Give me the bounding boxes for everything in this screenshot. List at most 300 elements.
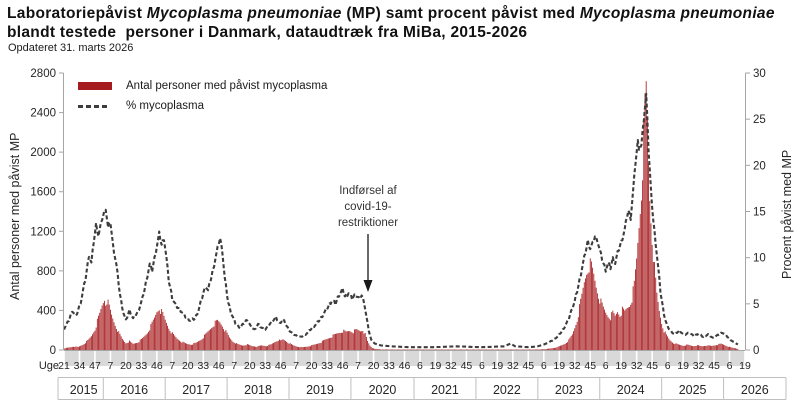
weekly-case-bar [418,350,419,351]
weekly-case-bar [327,339,328,350]
annotation-line: covid-19- [344,201,392,213]
weekly-case-bar [222,327,223,350]
weekly-case-bar [197,342,198,350]
weekly-case-bar [147,333,148,350]
weekly-case-bar [266,346,267,350]
weekly-case-bar [573,331,574,350]
weekly-case-bar [392,350,393,351]
weekly-case-bar [592,268,593,350]
weekly-case-bar [331,338,332,350]
weekly-case-bar [465,350,466,351]
week-tick-label: 32 [506,360,519,372]
weekly-case-bar [690,345,691,350]
weekly-case-bar [558,347,559,350]
weekly-case-bar [676,343,677,350]
weekly-case-bar [384,349,385,350]
weekly-case-bar [180,342,181,350]
weekly-case-bar [658,302,659,350]
weekly-case-bar [570,338,571,350]
weekly-case-bar [480,350,481,351]
weekly-case-bar [230,339,231,350]
weekly-case-bar [565,344,566,350]
weekly-case-bar [97,319,98,350]
weekly-case-bar [423,350,424,351]
title-seg: (MP) samt procent påvist med [341,5,580,22]
weekly-case-bar [80,346,81,350]
weekly-case-bar [318,343,319,350]
weekly-case-bar [445,350,446,351]
weekly-case-bar [248,345,249,350]
weekly-case-bar [428,350,429,351]
weekly-case-bar [92,334,93,350]
weekly-case-bar [287,343,288,350]
weekly-case-bar [670,340,671,350]
weekly-case-bar [236,343,237,350]
weekly-case-bar [283,339,284,350]
weekly-case-bar [192,345,193,350]
weekly-case-bar [139,342,140,350]
weekly-case-bar [631,303,632,350]
weekly-case-bar [321,343,322,350]
weekly-case-bar [362,331,363,350]
weekly-case-bar [310,346,311,350]
weekly-case-bar [95,331,96,350]
weekly-case-bar [330,338,331,350]
weekly-case-bar [378,349,379,350]
year-label: 2023 [554,383,583,397]
weekly-case-bar [654,262,655,350]
weekly-case-bar [143,337,144,350]
weekly-case-bar [233,342,234,350]
weekly-case-bar [615,316,616,350]
weekly-case-bar [472,350,473,351]
weekly-case-bar [402,350,403,351]
weekly-case-bar [427,350,428,351]
weekly-case-bar [568,339,569,350]
weekly-case-bar [543,349,544,350]
week-tick-label: 19 [553,360,566,372]
weekly-case-bar [678,344,679,350]
weekly-case-bar [495,350,496,351]
weekly-case-bar [579,304,580,350]
weekly-case-bar [533,350,534,351]
weekly-case-bar [702,346,703,350]
weekly-case-bar [189,344,190,350]
week-tick-label: 45 [646,360,658,372]
weekly-case-bar [74,347,75,350]
weekly-case-bar [433,350,434,351]
weekly-case-bar [535,350,536,351]
weekly-case-bar [286,342,287,350]
weekly-case-bar [256,347,257,350]
weekly-case-bar [735,348,736,350]
right-tick-label: 15 [753,206,766,219]
weekly-case-bar [261,345,262,350]
weekly-case-bar [235,344,236,350]
weekly-case-bar [512,350,513,351]
weekly-case-bar [668,338,669,350]
weekly-case-bar [618,314,619,350]
weekly-case-bar [128,343,129,350]
weekly-case-bar [67,348,68,350]
weekly-case-bar [253,346,254,350]
dashed-line-swatch [78,105,110,108]
weekly-case-bar [656,293,657,350]
weekly-case-bar [291,344,292,350]
weekly-case-bar [368,343,369,350]
weekly-case-bar [689,345,690,350]
weekly-case-bar [397,350,398,351]
weekly-case-bar [514,350,515,351]
weekly-case-bar [415,350,416,351]
weekly-case-bar [416,350,417,351]
weekly-case-bar [697,345,698,350]
weekly-case-bar [693,346,694,350]
week-tick-label: 20 [367,360,380,372]
weekly-case-bar [365,333,366,350]
weekly-case-bar [117,332,118,350]
weekly-case-bar [98,316,99,350]
weekly-case-bar [614,313,615,350]
weekly-case-bar [723,345,724,350]
weekly-case-bar [68,347,69,350]
legend [78,76,327,116]
weekly-case-bar [386,349,387,350]
title-species-italic: Mycoplasma pneumoniae [579,5,775,22]
week-tick-label: 7 [231,360,238,372]
weekly-case-bar [103,303,104,350]
left-tick-label: 1200 [30,226,56,239]
weekly-case-bar [591,262,592,350]
weekly-case-bar [706,346,707,350]
weekly-case-bar [358,330,359,350]
weekly-case-bar [649,201,650,350]
weekly-case-bar [510,350,511,351]
weekly-case-bar [77,347,78,350]
weekly-case-bar [356,329,357,350]
week-tick-label: 19 [739,360,751,372]
week-tick-label: 21 [58,360,70,372]
weekly-case-bar [496,350,497,351]
weekly-case-bar [647,118,648,350]
left-tick-label: 0 [49,345,56,357]
weekly-case-bar [380,349,381,350]
weekly-case-bar [212,327,213,350]
weekly-case-bar [441,350,442,351]
weekly-case-bar [198,341,199,350]
weekly-case-bar [254,347,255,350]
weekly-case-bar [646,81,647,350]
weekly-case-bar [408,350,409,351]
week-tick-label: 34 [73,360,86,372]
week-tick-label: 19 [677,360,689,372]
right-tick-label: 0 [753,345,760,357]
weekly-case-bar [443,350,444,351]
week-tick-label: 6 [417,360,423,372]
weekly-case-bar [395,350,396,351]
weekly-case-bar [214,326,215,350]
weekly-case-bar [178,340,179,350]
weekly-case-bar [585,278,586,350]
weekly-case-bar [679,345,680,350]
weekly-case-bar [602,303,603,350]
weekly-case-bar [464,350,465,351]
weekly-case-bar [93,332,94,350]
week-tick-label: 6 [726,360,733,372]
right-tick-label: 30 [753,68,766,80]
weekly-case-bar [210,329,211,350]
weekly-case-bar [105,306,106,350]
weekly-case-bar [436,350,437,351]
weekly-case-bar [617,312,618,350]
weekly-case-bar [578,317,579,350]
weekly-case-bar [158,311,159,350]
weekly-case-bar [108,300,109,350]
week-tick-label: 20 [120,360,132,372]
weekly-case-bar [223,329,224,350]
year-label: 2017 [182,383,211,397]
year-label: 2025 [678,383,707,397]
weekly-case-bar [311,345,312,350]
weekly-case-bar [140,340,141,350]
week-tick-label: 7 [293,360,300,372]
weekly-case-bar [340,333,341,350]
weekly-case-bar [633,286,634,350]
weekly-case-bar [123,340,124,350]
weekly-case-bar [710,346,711,350]
weekly-case-bar [665,332,666,350]
weekly-case-bar [315,344,316,350]
weekly-case-bar [523,350,524,351]
weekly-case-bar [347,331,348,350]
weekly-case-bar [447,350,448,351]
weekly-case-bar [446,350,447,351]
week-tick-label: 19 [615,360,628,372]
weekly-case-bar [275,342,276,350]
weekly-case-bar [221,325,222,350]
weekly-case-bar [333,334,334,350]
weekly-case-bar [156,312,157,350]
weekly-case-bar [299,347,300,350]
weekly-case-bar [627,308,628,350]
weekly-case-bar [508,350,509,351]
weekly-case-bar [359,331,360,350]
weekly-case-bar [387,349,388,350]
weekly-case-bar [317,344,318,350]
weekly-case-bar [564,344,565,350]
weekly-case-bar [524,350,525,351]
weekly-case-bar [177,339,178,350]
weekly-case-bar [196,343,197,350]
weekly-case-bar [297,347,298,350]
weekly-case-bar [412,350,413,351]
weekly-case-bar [285,341,286,350]
week-tick-label: 45 [522,360,535,372]
weekly-case-bar [159,310,160,350]
weekly-case-bar [489,350,490,351]
weekly-case-bar [692,346,693,350]
weekly-case-bar [293,345,294,350]
weekly-case-bar [166,323,167,350]
weekly-case-bar [636,258,637,350]
weekly-case-bar [115,326,116,350]
weekly-case-bar [498,350,499,351]
weekly-case-bar [150,324,151,350]
week-tick-label: 20 [243,360,256,372]
weekly-case-bar [109,305,110,350]
weekly-case-bar [136,343,137,350]
weekly-case-bar [366,337,367,350]
weekly-case-bar [695,346,696,350]
weekly-case-bar [493,350,494,351]
weekly-case-bar [714,346,715,350]
week-tick-label: 20 [305,360,318,372]
weekly-case-bar [183,342,184,350]
week-tick-label: 45 [584,360,597,372]
week-tick-label: 45 [460,360,473,372]
weekly-case-bar [259,346,260,350]
left-tick-label: 1600 [30,186,56,199]
weekly-case-bar [701,346,702,350]
weekly-case-bar [593,274,594,350]
weekly-case-bar [458,350,459,351]
legend-bars-label: Antal personer med påvist mycoplasma [126,80,328,92]
weekly-case-bar [345,331,346,350]
weekly-case-bar [264,346,265,350]
weekly-case-bar [616,314,617,350]
weekly-case-bar [277,341,278,350]
weekly-case-bar [562,345,563,350]
weekly-case-bar [439,350,440,351]
weekly-case-bar [298,347,299,350]
weekly-case-bar [726,346,727,350]
weekly-case-bar [323,340,324,350]
weekly-case-bar [102,305,103,350]
weekly-case-bar [561,345,562,350]
weekly-case-bar [377,349,378,350]
weekly-case-bar [731,348,732,350]
weekly-case-bar [265,346,266,350]
weekly-case-bar [609,319,610,350]
annotation-arrow-head [364,280,373,292]
weekly-case-bar [385,350,386,351]
weekly-case-bar [79,346,80,350]
right-tick-label: 10 [753,252,766,265]
weekly-case-bar [551,348,552,350]
weekly-case-bar [673,344,674,350]
weekly-case-bar [642,180,643,350]
weekly-case-bar [577,322,578,350]
weekly-case-bar [191,345,192,350]
weekly-case-bar [492,350,493,351]
weekly-case-bar [262,346,263,350]
weekly-case-bar [305,347,306,350]
weekly-case-bar [598,299,599,350]
weekly-case-bar [348,331,349,350]
weekly-case-bar [104,301,105,350]
weekly-case-bar [367,341,368,350]
year-label: 2020 [368,383,397,397]
weekly-case-bar [734,348,735,350]
weekly-case-bar [241,345,242,350]
weekly-case-bar [547,349,548,350]
weekly-case-bar [239,344,240,350]
weekly-case-bar [370,346,371,350]
weekly-case-bar [243,345,244,350]
weekly-case-bar [672,343,673,350]
weekly-case-bar [161,309,162,350]
weekly-case-bar [334,334,335,350]
weekly-case-bar [736,349,737,350]
weekly-case-bar [666,334,667,350]
legend-item-bars [78,76,327,96]
legend-line-label: % mycoplasma [126,100,204,112]
weekly-case-bar [566,343,567,350]
weekly-case-bar [653,262,654,350]
weekly-case-bar [268,345,269,350]
weekly-case-bar [506,350,507,351]
weekly-case-bar [258,346,259,350]
weekly-case-bar [65,348,66,350]
weekly-case-bar [634,281,635,350]
weekly-case-bar [722,344,723,350]
weekly-case-bar [342,333,343,350]
weekly-case-bar [733,348,734,350]
weekly-case-bar [518,350,519,351]
weekly-case-bar [237,344,238,350]
weekly-case-bar [171,333,172,350]
weekly-case-bar [728,347,729,350]
weekly-case-bar [91,336,92,350]
weekly-case-bar [360,331,361,350]
weekly-case-bar [430,350,431,351]
weekly-case-bar [559,346,560,350]
weekly-case-bar [403,350,404,351]
weekly-case-bar [373,348,374,350]
weekly-case-bar [303,347,304,350]
weekly-case-bar [349,331,350,350]
week-tick-label: 32 [630,360,643,372]
weekly-case-bar [630,305,631,350]
title-seg: Laboratoriepåvist [7,5,147,22]
weekly-case-bar [612,311,613,350]
weekly-case-bar [417,350,418,351]
weekly-case-bar [215,321,216,350]
weekly-case-bar [164,316,165,350]
weekly-case-bar [628,307,629,350]
weekly-case-bar [595,281,596,350]
weekly-case-bar [729,347,730,350]
weekly-case-bar [545,349,546,350]
weekly-case-bar [309,346,310,350]
weekly-case-bar [361,331,362,350]
weekly-case-bar [231,340,232,350]
weekly-case-bar [83,345,84,350]
weekly-case-bar [206,332,207,350]
weekly-case-bar [477,350,478,351]
weekly-case-bar [124,342,125,350]
weekly-case-bar [696,346,697,350]
weekly-case-bar [352,333,353,350]
weekly-case-bar [586,275,587,350]
weekly-case-bar [86,341,87,350]
weekly-case-bar [664,332,665,350]
weekly-case-bar [142,338,143,350]
weekly-case-bar [652,245,653,350]
weekly-case-bar [685,346,686,350]
weekly-case-bar [491,350,492,351]
weekly-case-bar [355,329,356,350]
